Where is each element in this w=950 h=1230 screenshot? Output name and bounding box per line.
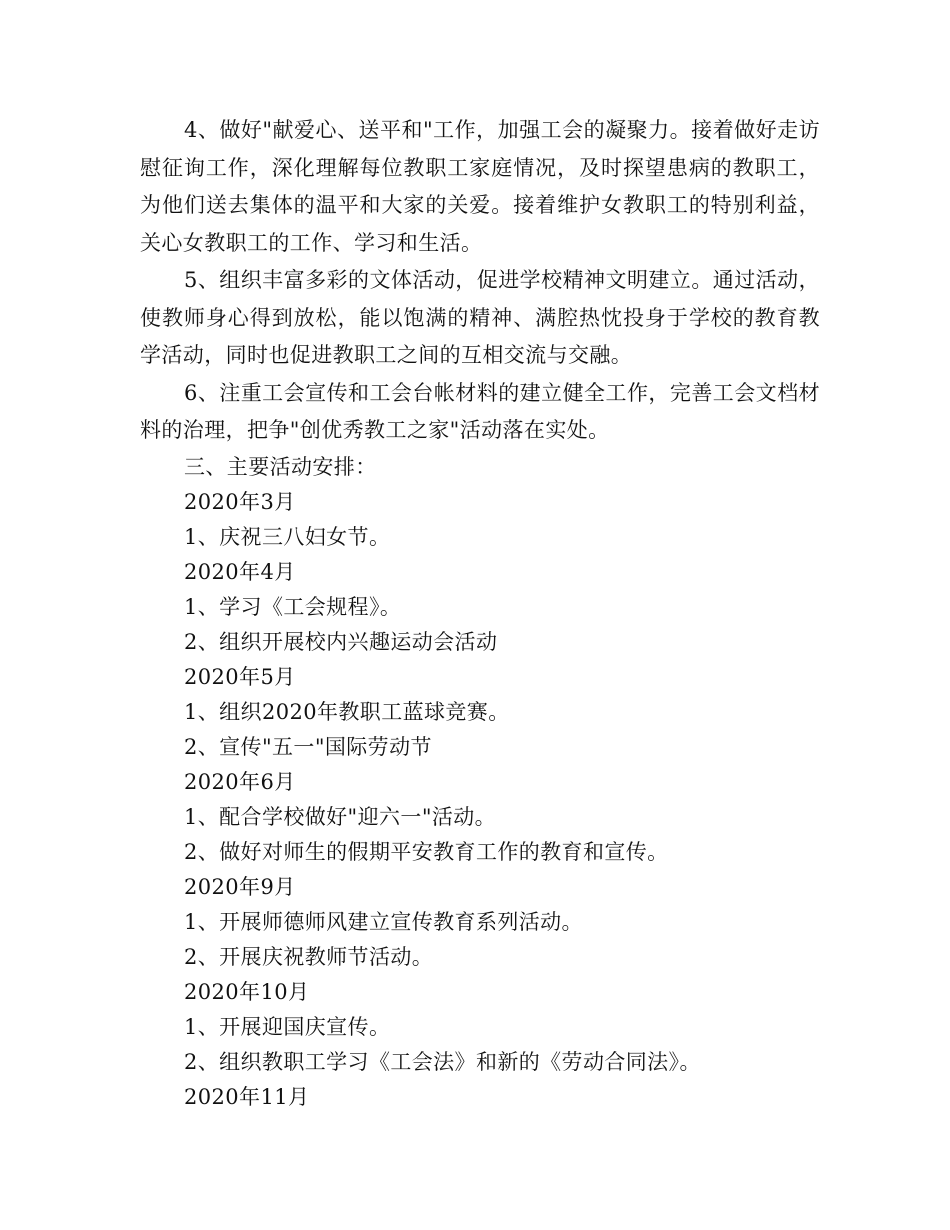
paragraph-item-6: 6、注重工会宣传和工会台帐材料的建立健全工作，完善工会文档材料的治理，把争"创优秀教工之家"活动落在实处。 [140,380,820,442]
schedule-month: 2020年6月 [184,769,296,794]
paragraph-item-5: 5、组织丰富多彩的文体活动，促进学校精神文明建立。通过活动，使教师身心得到放松，能以饱满的精神、满腔热忱投身于学校的教育教学活动，同时也促进教职工之间的互相交流与交融。 [140,268,820,367]
schedule-item: 2、开展庆祝教师节活动。 [184,944,434,969]
schedule-item: 2、宣传"五一"国际劳动节 [184,734,432,759]
schedule-item: 2、做好对师生的假期平安教育工作的教育和宣传。 [184,839,669,864]
schedule-item: 1、庆祝三八妇女节。 [184,524,391,549]
schedule-month: 2020年10月 [184,979,310,1004]
schedule-month: 2020年3月 [184,489,296,514]
schedule-item: 1、配合学校做好"迎六一"活动。 [184,804,497,829]
schedule-item: 1、开展师德师风建立宣传教育系列活动。 [184,909,583,934]
schedule-month: 2020年5月 [184,664,296,689]
schedule-item: 1、组织2020年教职工蓝球竞赛。 [184,699,510,724]
section-heading: 三、主要活动安排： [184,454,377,479]
schedule-month: 2020年4月 [184,559,296,584]
schedule-month: 2020年9月 [184,874,296,899]
activity-schedule [140,485,820,1115]
paragraph-item-4: 4、做好"献爱心、送平和"工作，加强工会的凝聚力。接着做好走访慰征询工作，深化理解每位教职工家庭情况，及时探望患病的教职工，为他们送去集体的温平和大家的关爱。接着维护女教职工的特别利益，关心女教职工的工作、学习和生活。 [140,118,820,255]
schedule-item: 1、学习《工会规程》。 [184,594,402,619]
document-body [140,112,820,1115]
schedule-item: 2、组织教职工学习《工会法》和新的《劳动合同法》。 [184,1049,701,1074]
schedule-month: 2020年11月 [184,1084,310,1109]
schedule-item: 2、组织开展校内兴趣运动会活动 [184,629,498,654]
schedule-item: 1、开展迎国庆宣传。 [184,1014,391,1039]
